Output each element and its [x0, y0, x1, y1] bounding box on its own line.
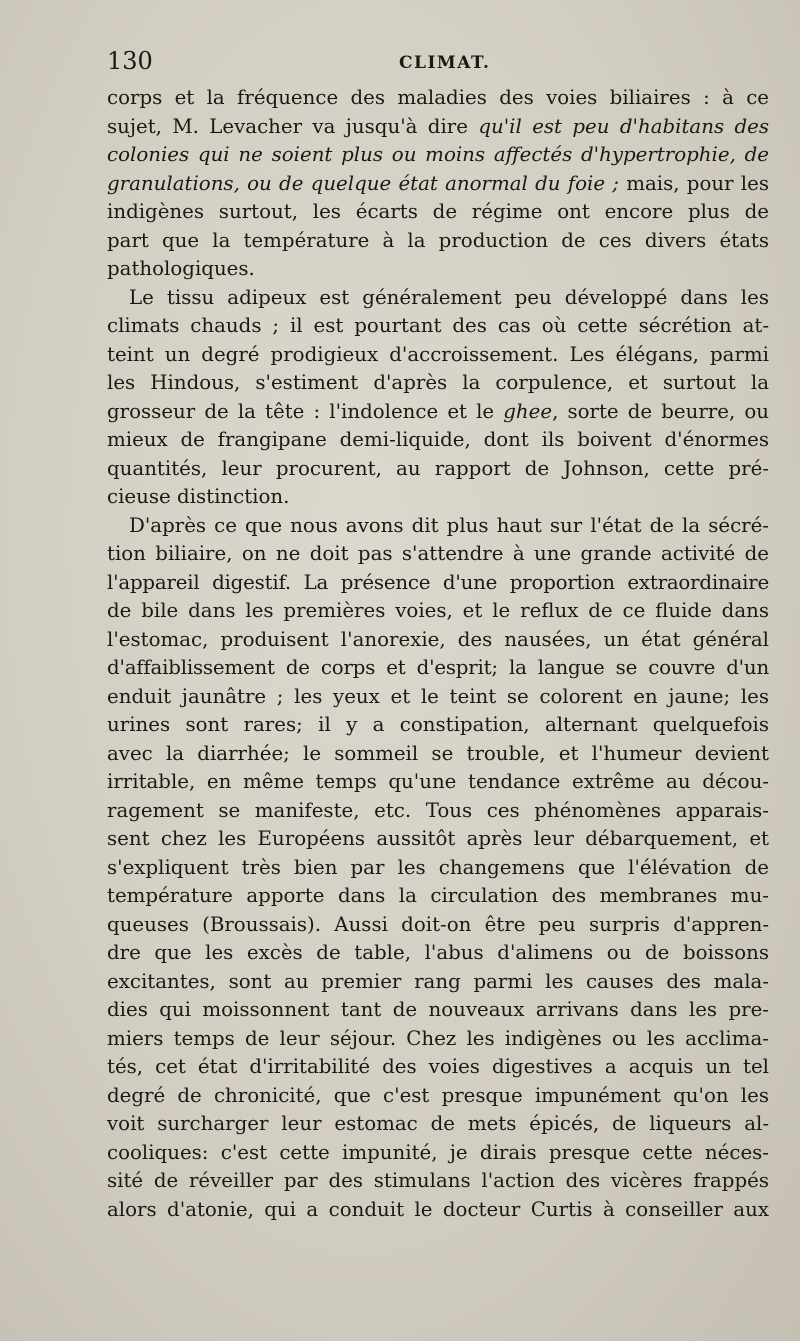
text-segment: dre que les excès de table, l'abus d'alimens ou de boissons: [107, 941, 769, 964]
page-header: [107, 46, 762, 78]
text-segment: grosseur de la tête : l'indolence et le: [107, 399, 504, 423]
text-line: [107, 1167, 769, 1196]
text-line: [107, 882, 769, 911]
text-segment: mieux de frangipane demi-liquide, dont ils boivent d'énormes: [107, 428, 769, 451]
text-segment: sent chez les Européens aussitôt après leur débarquement, et: [107, 827, 769, 850]
text-segment: , sorte de beurre, ou: [552, 399, 769, 423]
text-segment: l'estomac, produisent l'anorexie, des nausées, un état général: [107, 627, 769, 651]
text-line: [107, 569, 769, 598]
text-segment: corps et la fréquence des maladies des voies biliaires : à ce: [107, 86, 769, 109]
body-text: [107, 84, 769, 1224]
text-segment: avec la diarrhée; le sommeil se trouble, et l'humeur devient: [107, 741, 769, 765]
text-segment: part que la température à la production de ces divers états: [107, 228, 769, 252]
text-segment: cooliques: c'est cette impunité, je dirais presque cette néces-: [107, 1140, 769, 1164]
text-segment: dies qui moissonnent tant de nouveaux arrivans dans les pre-: [107, 998, 769, 1021]
italic-text-segment: qu'il est peu d'habitans des: [478, 114, 770, 138]
text-line: [107, 654, 769, 683]
text-line: [107, 911, 769, 940]
text-line: [107, 141, 769, 170]
text-segment: s'expliquent très bien par les changemens que l'élévation de: [107, 855, 769, 879]
text-segment: teint un degré prodigieux d'accroissement. Les élégans, parmi: [107, 342, 769, 366]
text-line: [107, 170, 769, 199]
italic-text-segment: ghee: [503, 399, 553, 423]
text-segment: sité de réveiller par des stimulans l'action des vicères frappés: [107, 1169, 769, 1192]
text-segment: climats chauds ; il est pourtant des cas où cette sécrétion at-: [107, 314, 769, 337]
text-line: [107, 483, 769, 512]
text-line: [107, 683, 769, 712]
running-title: CLIMAT.: [399, 53, 491, 73]
text-segment: queuses (Broussais). Aussi doit-on être peu surpris d'appren-: [107, 912, 769, 936]
text-segment: indigènes surtout, les écarts de régime ont encore plus de: [107, 200, 769, 223]
text-segment: degré de chronicité, que c'est presque impunément qu'on les: [107, 1083, 769, 1107]
text-line: [107, 1196, 769, 1225]
text-segment: de bile dans les premières voies, et le reflux de ce fluide dans: [107, 599, 769, 622]
text-line: [107, 312, 769, 341]
text-line: [107, 284, 769, 313]
text-segment: d'affaiblissement de corps et d'esprit; la langue se couvre d'un: [107, 656, 769, 679]
text-segment: pathologiques.: [107, 257, 255, 280]
text-line: [107, 113, 769, 142]
italic-text-segment: colonies qui ne soient plus ou moins affectés d'hypertrophie, de: [107, 143, 769, 166]
text-line: [107, 1110, 769, 1139]
text-line: [107, 369, 769, 398]
text-segment: alors d'atonie, qui a conduit le docteur Curtis à conseiller aux: [107, 1197, 769, 1221]
text-line: [107, 341, 769, 370]
text-segment: Le tissu adipeux est généralement peu développé dans les: [129, 285, 769, 309]
text-line: [107, 540, 769, 569]
text-line: [107, 227, 769, 256]
text-segment: tion biliaire, on ne doit pas s'attendre à une grande activité de: [107, 542, 769, 565]
text-segment: température apporte dans la circulation des membranes mu-: [107, 884, 769, 907]
text-line: [107, 825, 769, 854]
text-segment: quantités, leur procurent, au rapport de Johnson, cette pré-: [107, 456, 769, 480]
text-segment: miers temps de leur séjour. Chez les indigènes ou les acclima-: [107, 1026, 769, 1050]
text-line: [107, 1025, 769, 1054]
text-line: [107, 1139, 769, 1168]
text-line: [107, 768, 769, 797]
text-segment: sujet, M. Levacher va jusqu'à dire: [107, 114, 479, 138]
text-line: [107, 597, 769, 626]
text-segment: voit surcharger leur estomac de mets épicés, de liqueurs al-: [107, 1112, 769, 1135]
text-line: [107, 968, 769, 997]
text-segment: mais, pour les: [618, 171, 769, 195]
text-line: [107, 740, 769, 769]
text-segment: urines sont rares; il y a constipation, alternant quelquefois: [107, 713, 769, 736]
text-segment: tés, cet état d'irritabilité des voies digestives a acquis un tel: [107, 1055, 769, 1078]
text-segment: cieuse distinction.: [107, 485, 290, 508]
text-segment: les Hindous, s'estiment d'après la corpulence, et surtout la: [107, 371, 769, 394]
text-line: [107, 426, 769, 455]
text-line: [107, 797, 769, 826]
text-segment: ragement se manifeste, etc. Tous ces phénomènes apparais-: [107, 798, 769, 822]
text-line: [107, 255, 769, 284]
text-line: [107, 854, 769, 883]
text-line: [107, 455, 769, 484]
text-line: [107, 626, 769, 655]
text-segment: irritable, en même temps qu'une tendance extrême au décou-: [107, 770, 769, 793]
text-line: [107, 512, 769, 541]
text-line: [107, 398, 769, 427]
text-line: [107, 1082, 769, 1111]
text-segment: excitantes, sont au premier rang parmi les causes des mala-: [107, 969, 769, 993]
text-line: [107, 1053, 769, 1082]
text-segment: enduit jaunâtre ; les yeux et le teint se colorent en jaune; les: [107, 684, 769, 708]
text-line: [107, 711, 769, 740]
text-segment: l'appareil digestif. La présence d'une proportion extraordinaire: [107, 570, 769, 594]
italic-text-segment: granulations, ou de quelque état anormal du foie ;: [107, 171, 619, 195]
text-line: [107, 198, 769, 227]
text-segment: D'après ce que nous avons dit plus haut sur l'état de la sécré-: [129, 513, 769, 537]
page-number: 130: [107, 47, 153, 75]
text-line: [107, 996, 769, 1025]
text-line: [107, 939, 769, 968]
text-line: [107, 84, 769, 113]
